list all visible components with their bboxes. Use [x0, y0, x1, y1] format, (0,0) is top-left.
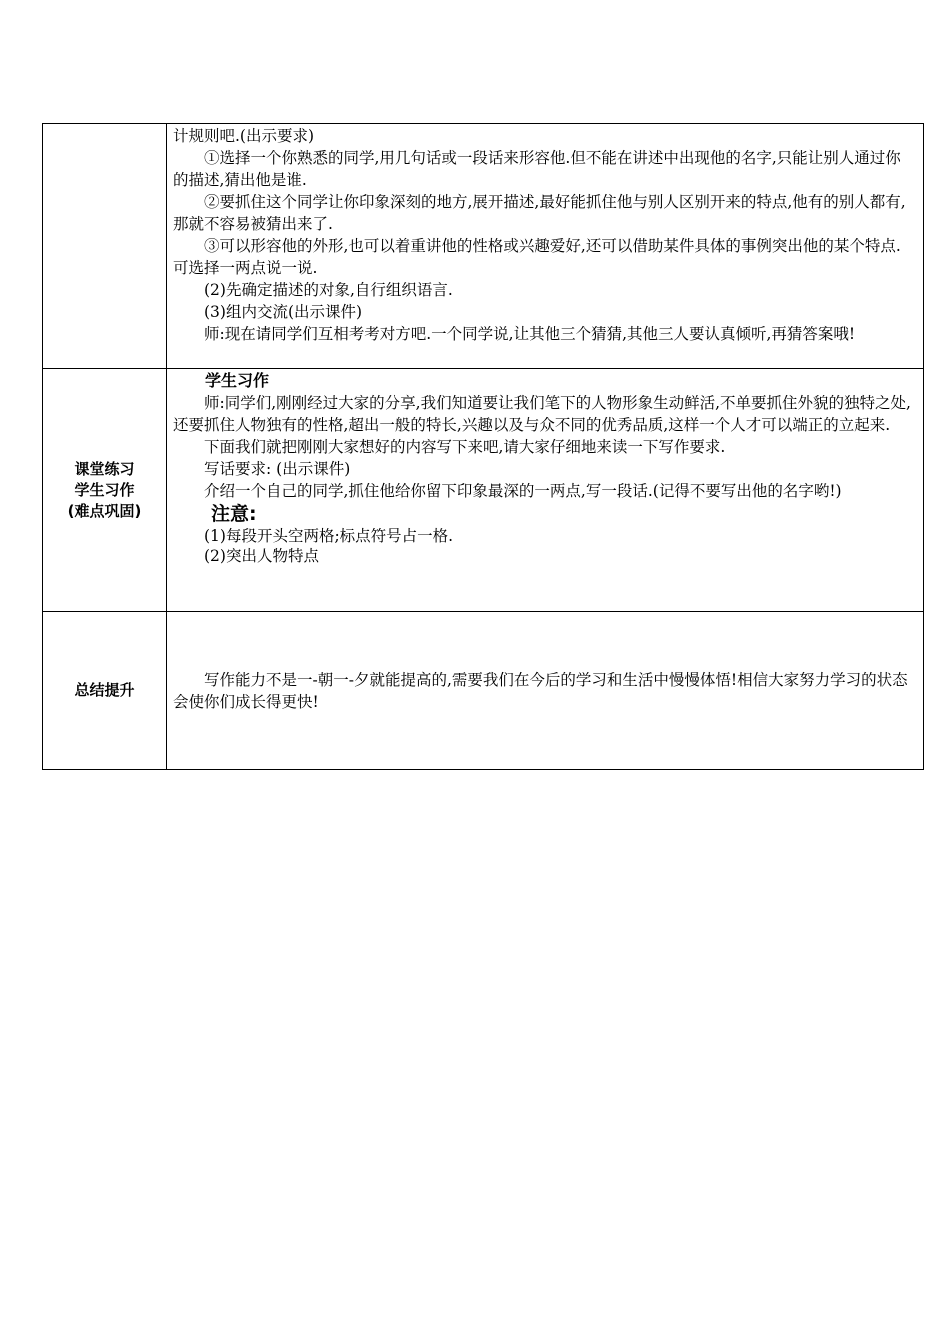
- text-line: ②要抓住这个同学让你印象深刻的地方,展开描述,最好能抓住他与别人区别开来的特点,他有的别人都有,那就不容易被猜出来了.: [173, 193, 906, 233]
- text-line: 师:现在请同学们互相考考对方吧.一个同学说,让其他三个猜猜,其他三人要认真倾听,再猜答案哦!: [204, 325, 856, 343]
- label-line: 学生习作: [74, 480, 135, 499]
- row2-content: [167, 369, 924, 612]
- table-row: [43, 124, 924, 369]
- row1-content: [167, 124, 924, 369]
- rule-item: (2)突出人物特点: [204, 547, 319, 565]
- paragraph: 介绍一个自己的同学,抓住他给你留下印象最深的一两点,写一段话.(记得不要写出他的名字哟!): [204, 482, 842, 500]
- notice-heading: 注意:: [211, 503, 257, 525]
- paragraph: 下面我们就把刚刚大家想好的内容写下来吧,请大家仔细地来读一下写作要求.: [204, 438, 726, 456]
- table-row: [43, 612, 924, 770]
- lesson-plan-table: [42, 123, 924, 770]
- row-label-summary: 总结提升: [43, 612, 167, 770]
- paragraph: 写话要求: (出示课件): [204, 460, 351, 478]
- section-heading: 学生习作: [205, 371, 270, 390]
- rule-item: (1)每段开头空两格;标点符号占一格.: [204, 527, 454, 545]
- text-line: ①选择一个你熟悉的同学,用几句话或一段话来形容他.但不能在讲述中出现他的名字,只能让别人通过你的描述,猜出他是谁.: [173, 149, 901, 189]
- text-line: 计规则吧.(出示要求): [173, 127, 315, 145]
- row-label-practice: [43, 369, 167, 612]
- label-line: (难点巩固): [67, 501, 142, 520]
- table-row: [43, 369, 924, 612]
- row3-content: [167, 612, 924, 770]
- row-label-empty: [43, 124, 167, 369]
- label-line: 课堂练习: [74, 459, 135, 478]
- summary-text: 写作能力不是一-朝一-夕就能提高的,需要我们在今后的学习和生活中慢慢体悟!相信大家努力学习的状态会使你们成长得更快!: [173, 671, 908, 711]
- paragraph: 师:同学们,刚刚经过大家的分享,我们知道要让我们笔下的人物形象生动鲜活,不单要抓住外貌的独特之处,还要抓住人物独有的性格,超出一般的特长,兴趣以及与众不同的优秀品质,这样一个人才可以端正的立起来.: [173, 394, 911, 434]
- text-line: (2)先确定描述的对象,自行组织语言.: [204, 281, 453, 299]
- text-line: ③可以形容他的外形,也可以着重讲他的性格或兴趣爱好,还可以借助某件具体的事例突出他的某个特点.可选择一两点说一说.: [173, 237, 901, 277]
- text-line: (3)组内交流(出示课件): [204, 303, 363, 321]
